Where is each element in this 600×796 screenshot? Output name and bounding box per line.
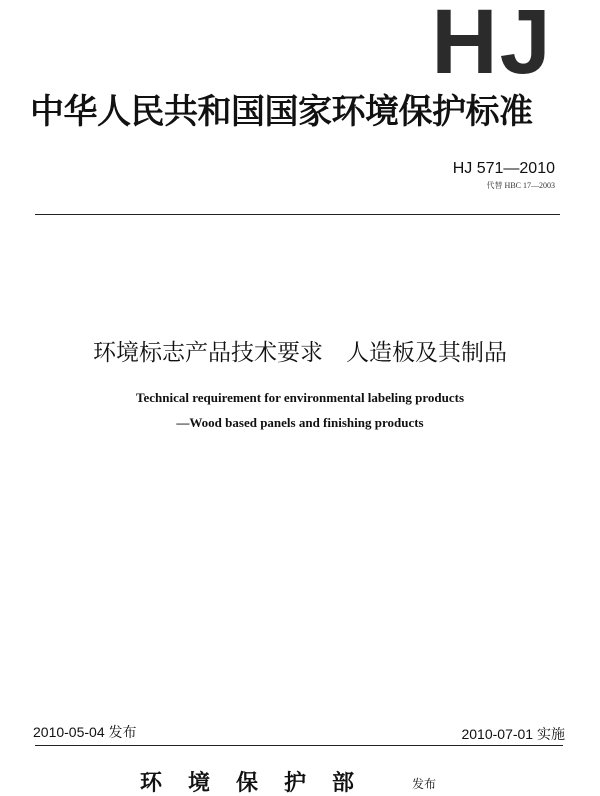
title-english-line2: —Wood based panels and finishing products [176,415,424,430]
hj-logo: HJ [431,2,553,82]
publisher-name: 环境保护部 [140,770,381,796]
implementation-date: 2010-07-01 实施 [461,726,565,742]
top-divider [35,214,560,215]
standard-number: HJ 571—2010 [452,160,555,177]
national-standard-heading: 中华人民共和国国家环境保护标准 [30,92,533,132]
issue-date: 2010-05-04 发布 [33,724,137,740]
bottom-divider [35,745,563,746]
standard-replaces: 代替 HBC 17—2003 [486,181,555,190]
publisher-suffix: 发布 [412,777,437,791]
title-chinese: 环境标志产品技术要求 人造板及其制品 [93,340,507,366]
title-english-line1: Technical requirement for environmental labeling products [135,390,465,405]
